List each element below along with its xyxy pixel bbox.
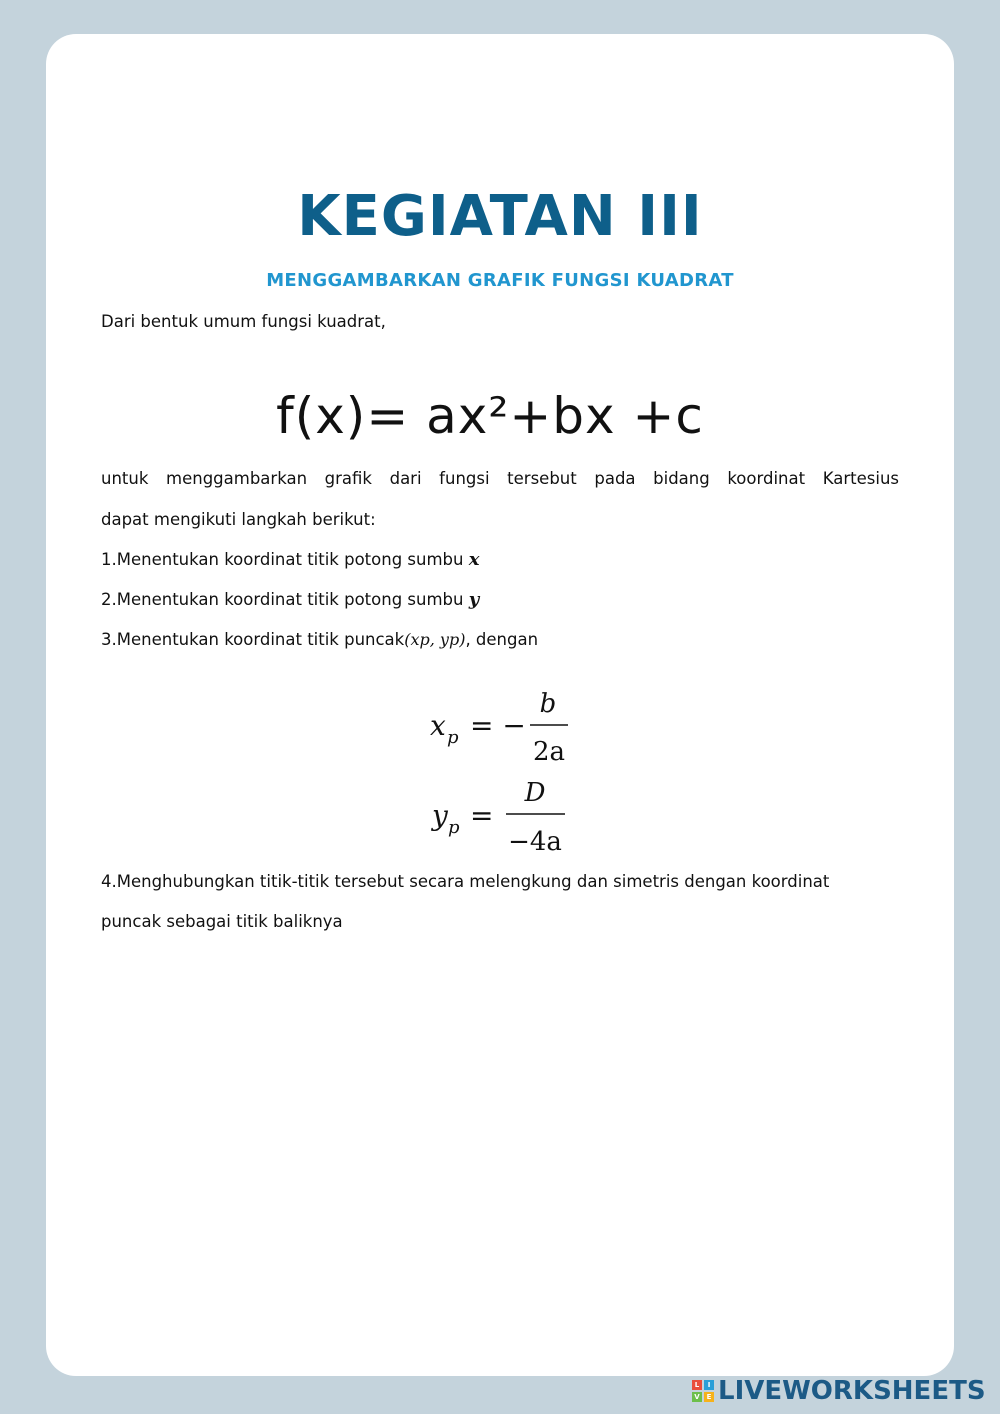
step-3-text: 3.Menentukan koordinat titik puncak: [101, 630, 405, 649]
main-formula: [270, 355, 710, 455]
step-2: [101, 580, 899, 620]
svg-text:x: x: [430, 709, 446, 742]
step-3-suffix: , dengan: [465, 630, 539, 649]
svg-text:−4a: −4a: [508, 827, 562, 857]
page-subtitle: MENGGAMBARKAN GRAFIK FUNGSI KUADRAT: [266, 270, 734, 291]
svg-text:b: b: [539, 689, 557, 719]
liveworksheets-logo[interactable]: [692, 1378, 986, 1404]
svg-text:y: y: [432, 799, 448, 832]
intro-text: Dari bentuk umum fungsi kuadrat,: [101, 312, 386, 331]
step-2-text: 2.Menentukan koordinat titik potong sumbu: [101, 590, 469, 609]
vertex-formulas: [420, 680, 620, 860]
page-title: KEGIATAN III: [297, 184, 703, 249]
step-3: [101, 620, 899, 660]
logo-mark-l: L: [692, 1380, 702, 1390]
logo-mark-icon: [692, 1380, 714, 1402]
logo-text: LIVEWORKSHEETS: [718, 1376, 986, 1406]
worksheet-card: [46, 34, 954, 1376]
step-4-line-2: puncak sebagai titik baliknya: [101, 912, 343, 931]
paragraph-line-2: dapat mengikuti langkah berikut:: [101, 510, 376, 529]
logo-mark-i: I: [704, 1380, 714, 1390]
step-2-variable: y: [468, 589, 480, 610]
svg-text:p: p: [448, 817, 460, 838]
vertex-notation: (xp, yp): [404, 630, 466, 649]
step-1-variable: x: [468, 549, 480, 570]
paragraph-line-1: untuk menggambarkan grafik dari fungsi tersebut pada bidang koordinat Kartesius: [101, 469, 899, 488]
logo-mark-v: V: [692, 1392, 702, 1402]
xp-formula: [430, 689, 568, 767]
svg-text:= −: = −: [470, 709, 526, 742]
svg-text:=: =: [470, 799, 494, 832]
yp-formula: [430, 778, 565, 857]
svg-text:D: D: [524, 778, 546, 808]
svg-text:2a: 2a: [532, 737, 566, 767]
step-1-text: 1.Menentukan koordinat titik potong sumbu: [101, 550, 469, 569]
step-1: [101, 540, 899, 580]
main-formula-text: f(x)= ax²+bx +c: [276, 387, 704, 445]
logo-mark-e: E: [704, 1392, 714, 1402]
svg-text:p: p: [447, 727, 459, 748]
step-4-line-1: 4.Menghubungkan titik-titik tersebut secara melengkung dan simetris dengan koordinat: [101, 872, 830, 891]
